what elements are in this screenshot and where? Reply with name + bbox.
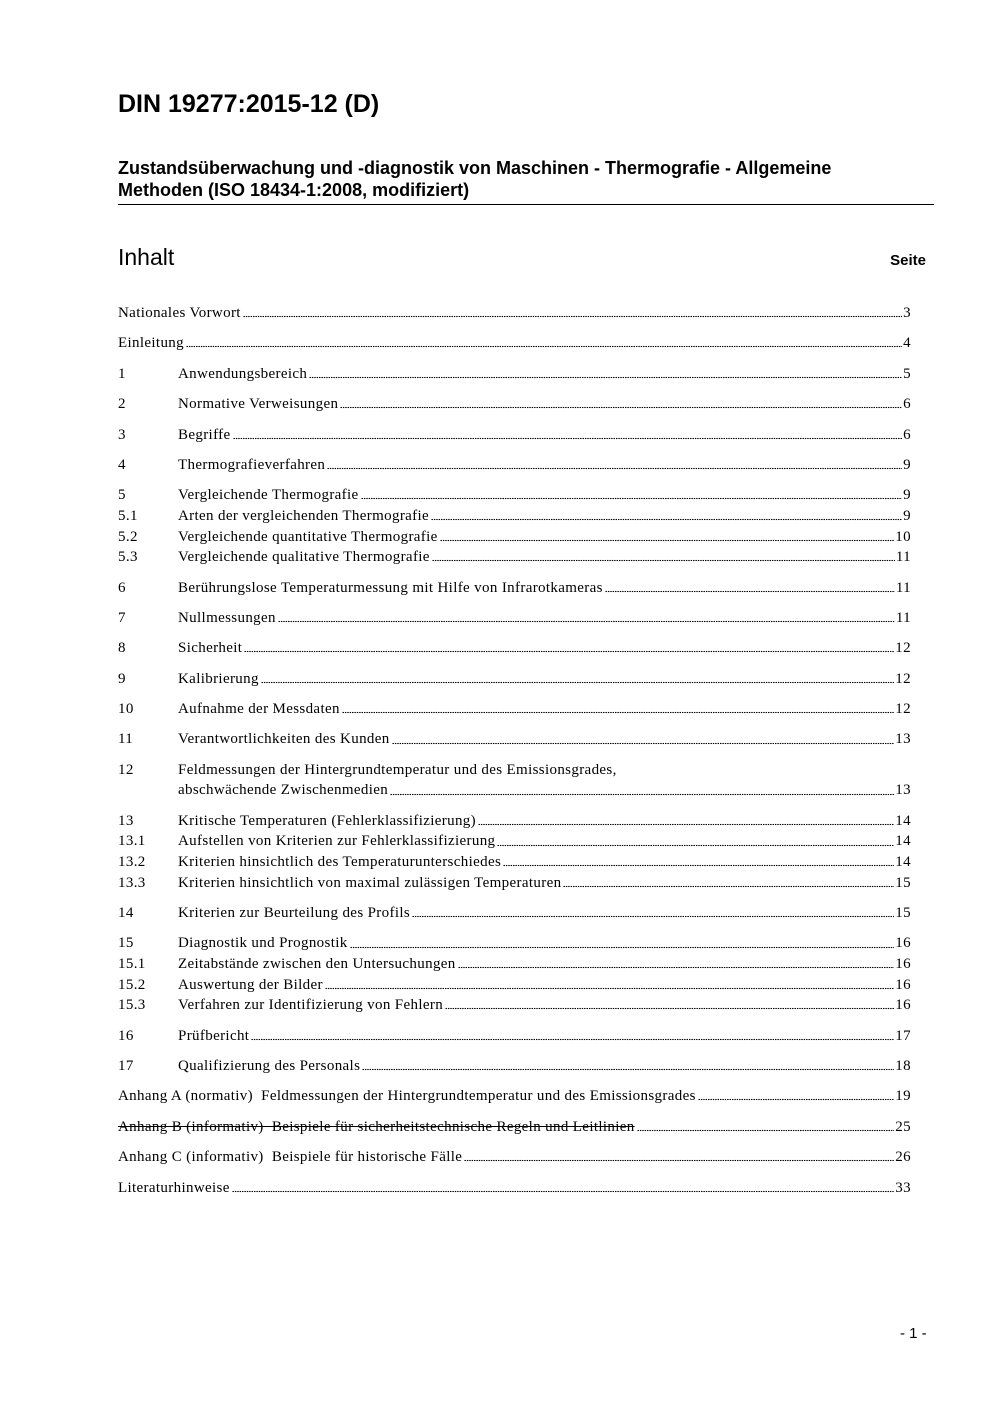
toc-entry-title: Berührungslose Temperaturmessung mit Hilfe von Infrarotkameras bbox=[178, 579, 603, 596]
toc-entry[interactable] bbox=[118, 638, 911, 659]
toc-entry-title: Prüfbericht bbox=[178, 1027, 250, 1044]
toc-entry-number: 15.1 bbox=[118, 956, 146, 972]
document-title: DIN 19277:2015-12 (D) bbox=[118, 90, 380, 118]
toc-entry-page: 25 bbox=[895, 1118, 911, 1135]
subtitle-line-2: Methoden (ISO 18434-1:2008, modifiziert) bbox=[118, 180, 470, 200]
toc-dot-leader bbox=[327, 467, 902, 471]
toc-entry-title-wrap bbox=[178, 1026, 911, 1047]
toc-entry-page: 11 bbox=[895, 579, 911, 596]
toc-entry-title-wrap bbox=[178, 638, 911, 659]
toc-entry-page: 14 bbox=[895, 854, 911, 871]
toc-dot-leader bbox=[361, 497, 903, 501]
toc-entry-title: Feldmessungen der Hintergrundtemperatur und des Emissionsgrades, bbox=[178, 761, 617, 778]
toc-dot-leader bbox=[362, 1068, 894, 1072]
toc-entry[interactable] bbox=[118, 873, 911, 894]
toc-entry-number: 1 bbox=[118, 365, 126, 382]
toc-entry-title-continuation: abschwächende Zwischenmedien bbox=[178, 782, 389, 799]
toc-entry[interactable] bbox=[118, 831, 911, 852]
toc-dot-leader bbox=[503, 864, 894, 868]
toc-entry-page: 14 bbox=[895, 833, 911, 850]
toc-entry-page: 4 bbox=[903, 335, 911, 352]
toc-dot-leader bbox=[445, 1007, 894, 1011]
toc-entry[interactable] bbox=[118, 303, 911, 324]
toc-entry-title-wrap bbox=[178, 527, 911, 548]
toc-entry-page: 6 bbox=[903, 426, 911, 443]
toc-entry-number: 13 bbox=[118, 812, 134, 829]
toc-entry-title: Auswertung der Bilder bbox=[178, 976, 323, 993]
toc-entry-title: Kriterien zur Beurteilung des Profils bbox=[178, 905, 411, 922]
toc-dot-leader bbox=[233, 436, 903, 440]
toc-entry-number: 8 bbox=[118, 640, 126, 657]
toc-dot-leader bbox=[478, 822, 894, 826]
toc-entry-number: 15 bbox=[118, 935, 134, 952]
toc-entry-title: Aufstellen von Kriterien zur Fehlerklassifizierung bbox=[178, 833, 496, 850]
toc-entry-page: 19 bbox=[895, 1088, 911, 1105]
toc-entry[interactable] bbox=[118, 506, 911, 527]
toc-entry-page: 33 bbox=[895, 1179, 911, 1196]
toc-entry[interactable] bbox=[118, 578, 911, 599]
toc-entry[interactable] bbox=[118, 811, 911, 832]
toc-entry-title: Aufnahme der Messdaten bbox=[178, 701, 340, 718]
toc-entry-title: Anwendungsbereich bbox=[178, 365, 308, 382]
toc-entry-title: Vergleichende Thermografie bbox=[178, 487, 359, 504]
toc-entry-number: 12 bbox=[118, 761, 134, 778]
toc-entry-title-wrap bbox=[178, 1056, 911, 1077]
toc-dot-leader bbox=[605, 589, 895, 593]
toc-entry-page: 13 bbox=[895, 731, 911, 748]
toc-entry-title-wrap bbox=[178, 455, 911, 476]
toc-entry[interactable] bbox=[118, 1026, 911, 1047]
toc-dot-leader bbox=[464, 1159, 894, 1163]
toc-entry-title-wrap bbox=[178, 425, 911, 446]
toc-entry-title-wrap bbox=[178, 995, 911, 1016]
toc-entry-title-continuation-wrap bbox=[178, 780, 911, 801]
toc-entry-page: 12 bbox=[895, 670, 911, 687]
toc-entry[interactable] bbox=[118, 975, 911, 996]
toc-entry-number: 4 bbox=[118, 456, 126, 473]
toc-dot-leader bbox=[243, 315, 902, 319]
toc-entry-title: Einleitung bbox=[118, 335, 184, 352]
toc-entry-title-wrap bbox=[178, 811, 911, 832]
toc-entry-title: Nationales Vorwort bbox=[118, 305, 241, 321]
toc-entry-number: 5.3 bbox=[118, 549, 138, 566]
toc-entry-title-wrap bbox=[178, 831, 911, 852]
toc-entry-page: 15 bbox=[895, 905, 911, 922]
toc-entry-title-wrap bbox=[178, 852, 911, 873]
toc-dot-leader bbox=[251, 1037, 894, 1041]
toc-entry[interactable] bbox=[118, 547, 911, 568]
toc-entry[interactable] bbox=[118, 729, 911, 750]
toc-dot-leader bbox=[563, 884, 894, 888]
toc-entry-title: Vergleichende quantitative Thermografie bbox=[178, 528, 438, 545]
toc-entry[interactable] bbox=[118, 1117, 911, 1138]
toc-entry-page: 12 bbox=[895, 701, 911, 718]
toc-entry-title: Anhang C (informativ) Beispiele für historische Fälle bbox=[118, 1149, 463, 1166]
toc-entry[interactable] bbox=[118, 527, 911, 548]
page-number: - 1 - bbox=[900, 1325, 927, 1342]
toc-entry-page: 6 bbox=[903, 396, 911, 413]
toc-dot-leader bbox=[440, 538, 895, 542]
toc-entry-page: 5 bbox=[903, 365, 911, 382]
toc-dot-leader bbox=[232, 1189, 895, 1193]
toc-entry-title-wrap bbox=[118, 1086, 911, 1107]
toc-entry-number: 3 bbox=[118, 426, 126, 443]
toc-entry-number: 17 bbox=[118, 1057, 134, 1074]
toc-entry-number: 13.3 bbox=[118, 874, 146, 891]
toc-entry-title-wrap bbox=[178, 608, 911, 629]
toc-entry[interactable] bbox=[118, 1086, 911, 1107]
toc-entry-page: 14 bbox=[895, 812, 911, 829]
toc-page-label: Seite bbox=[890, 252, 926, 269]
toc-entry-page: 17 bbox=[895, 1027, 911, 1044]
toc-entry-number: 13.1 bbox=[118, 833, 146, 850]
toc-header bbox=[118, 244, 926, 271]
toc-entry-title-wrap bbox=[178, 729, 911, 750]
toc-entry[interactable] bbox=[118, 1178, 911, 1199]
toc-entry[interactable] bbox=[118, 852, 911, 873]
toc-entry-number: 5.1 bbox=[118, 507, 138, 524]
toc-entry-title-wrap bbox=[178, 506, 911, 527]
toc-entry-title-wrap bbox=[178, 903, 911, 924]
toc-entry[interactable] bbox=[118, 455, 911, 476]
toc-entry[interactable] bbox=[118, 903, 911, 924]
toc-entry-title-wrap bbox=[178, 873, 911, 894]
toc-entry[interactable] bbox=[118, 425, 911, 446]
toc-entry-title-wrap bbox=[118, 1147, 911, 1168]
subtitle-line-1: Zustandsüberwachung und -diagnostik von Maschinen - Thermografie - Allgemeine bbox=[118, 158, 832, 178]
toc-entry-title: Normative Verweisungen bbox=[178, 396, 339, 413]
toc-dot-leader bbox=[432, 559, 895, 563]
table-of-contents bbox=[118, 303, 911, 1198]
toc-entry-page: 16 bbox=[895, 956, 911, 972]
toc-entry-number: 13.2 bbox=[118, 854, 146, 871]
toc-entry[interactable] bbox=[118, 608, 911, 629]
toc-entry-page: 16 bbox=[895, 997, 911, 1014]
toc-entry-number: 5.2 bbox=[118, 528, 138, 545]
toc-dot-leader bbox=[392, 741, 895, 745]
toc-entry-page: 26 bbox=[895, 1149, 911, 1166]
toc-entry-title-wrap bbox=[118, 1117, 911, 1138]
toc-entry-title-wrap bbox=[178, 547, 911, 568]
toc-title: Inhalt bbox=[118, 244, 175, 270]
toc-dot-leader bbox=[497, 843, 894, 847]
toc-entry-page: 15 bbox=[895, 874, 911, 891]
toc-entry-page: 13 bbox=[895, 782, 911, 799]
toc-entry-page: 9 bbox=[903, 487, 911, 504]
toc-entry-page: 11 bbox=[895, 549, 911, 566]
toc-dot-leader bbox=[698, 1098, 895, 1102]
toc-entry-title-wrap bbox=[118, 1178, 911, 1199]
toc-entry-number: 15.2 bbox=[118, 976, 146, 993]
toc-dot-leader bbox=[340, 406, 902, 410]
toc-entry-title: Begriffe bbox=[178, 426, 231, 443]
toc-entry[interactable] bbox=[118, 954, 911, 975]
toc-entry-title: Thermografieverfahren bbox=[178, 456, 326, 473]
toc-dot-leader bbox=[390, 792, 894, 796]
toc-dot-leader bbox=[342, 711, 894, 715]
toc-entry-title: Kritische Temperaturen (Fehlerklassifizierung) bbox=[178, 812, 477, 829]
toc-dot-leader bbox=[458, 966, 895, 970]
toc-entry-page: 9 bbox=[903, 507, 911, 524]
toc-dot-leader bbox=[261, 680, 894, 684]
toc-entry-page: 3 bbox=[903, 305, 911, 321]
toc-entry[interactable] bbox=[118, 995, 911, 1016]
toc-entry-title-wrap bbox=[178, 485, 911, 506]
toc-entry-page: 9 bbox=[903, 456, 911, 473]
toc-entry-number: 14 bbox=[118, 905, 134, 922]
toc-entry-page: 16 bbox=[895, 935, 911, 952]
toc-entry-number: 5 bbox=[118, 487, 126, 504]
toc-entry-number: 2 bbox=[118, 396, 126, 413]
toc-entry-title-wrap bbox=[118, 333, 911, 354]
toc-entry-title: Arten der vergleichenden Thermografie bbox=[178, 507, 430, 524]
toc-dot-leader bbox=[637, 1128, 895, 1132]
toc-entry-page: 16 bbox=[895, 976, 911, 993]
toc-entry-title: Qualifizierung des Personals bbox=[178, 1057, 361, 1074]
toc-entry-page: 18 bbox=[895, 1057, 911, 1074]
toc-entry-number: 16 bbox=[118, 1027, 134, 1044]
toc-entry-title: Verfahren zur Identifizierung von Fehlern bbox=[178, 997, 444, 1014]
toc-entry-title: Kriterien hinsichtlich des Temperaturunterschiedes bbox=[178, 854, 502, 871]
toc-entry-page: 12 bbox=[895, 640, 911, 657]
toc-entry-title-wrap bbox=[178, 394, 911, 415]
toc-entry-number: 15.3 bbox=[118, 997, 146, 1014]
toc-dot-leader bbox=[350, 945, 895, 949]
toc-dot-leader bbox=[309, 375, 902, 379]
toc-entry-title: Sicherheit bbox=[178, 640, 243, 657]
toc-dot-leader bbox=[278, 620, 895, 624]
toc-entry[interactable] bbox=[118, 699, 911, 720]
toc-entry-title: Nullmessungen bbox=[178, 609, 276, 626]
toc-entry-title: Diagnostik und Prognostik bbox=[178, 935, 348, 952]
toc-entry[interactable] bbox=[118, 394, 911, 415]
toc-dot-leader bbox=[412, 915, 894, 919]
toc-entry-title: Anhang B (informativ) Beispiele für sicherheitstechnische Regeln und Leitlinien bbox=[118, 1118, 635, 1135]
toc-entry[interactable] bbox=[118, 760, 911, 801]
toc-entry-number: 7 bbox=[118, 609, 126, 626]
document-subtitle bbox=[118, 157, 934, 205]
toc-entry[interactable] bbox=[118, 1056, 911, 1077]
toc-dot-leader bbox=[431, 518, 902, 522]
toc-entry-number: 10 bbox=[118, 701, 134, 718]
toc-entry-page: 10 bbox=[895, 528, 911, 545]
toc-entry-page: 11 bbox=[895, 609, 911, 626]
toc-entry[interactable] bbox=[118, 669, 911, 690]
toc-dot-leader bbox=[186, 345, 902, 349]
toc-entry-title: Vergleichende qualitative Thermografie bbox=[178, 549, 430, 566]
toc-entry-title: Anhang A (normativ) Feldmessungen der Hintergrundtemperatur und des Emissionsgrades bbox=[118, 1088, 696, 1105]
toc-entry-title-wrap bbox=[178, 578, 911, 599]
toc-dot-leader bbox=[244, 650, 894, 654]
toc-entry-title-wrap bbox=[178, 669, 911, 690]
toc-entry-number: 11 bbox=[118, 731, 134, 748]
toc-entry-title: Verantwortlichkeiten des Kunden bbox=[178, 731, 390, 748]
toc-entry[interactable] bbox=[118, 485, 911, 506]
toc-entry-title-wrap bbox=[178, 954, 911, 975]
toc-entry-number: 9 bbox=[118, 670, 126, 687]
toc-dot-leader bbox=[325, 986, 894, 990]
toc-entry-title: Kalibrierung bbox=[178, 670, 259, 687]
toc-entry-title-wrap bbox=[178, 699, 911, 720]
toc-entry-number: 6 bbox=[118, 579, 126, 596]
toc-entry-title-wrap bbox=[178, 933, 911, 954]
toc-entry[interactable] bbox=[118, 933, 911, 954]
toc-entry-title: Literaturhinweise bbox=[118, 1179, 230, 1196]
toc-entry-title-wrap bbox=[118, 303, 911, 324]
toc-entry[interactable] bbox=[118, 333, 911, 354]
toc-entry-title: Kriterien hinsichtlich von maximal zulässigen Temperaturen bbox=[178, 874, 562, 891]
toc-entry[interactable] bbox=[118, 364, 911, 385]
toc-entry-title-wrap bbox=[178, 975, 911, 996]
toc-entry[interactable] bbox=[118, 1147, 911, 1168]
toc-entry-title: Zeitabstände zwischen den Untersuchungen bbox=[178, 956, 456, 972]
toc-entry-title-wrap bbox=[178, 364, 911, 385]
